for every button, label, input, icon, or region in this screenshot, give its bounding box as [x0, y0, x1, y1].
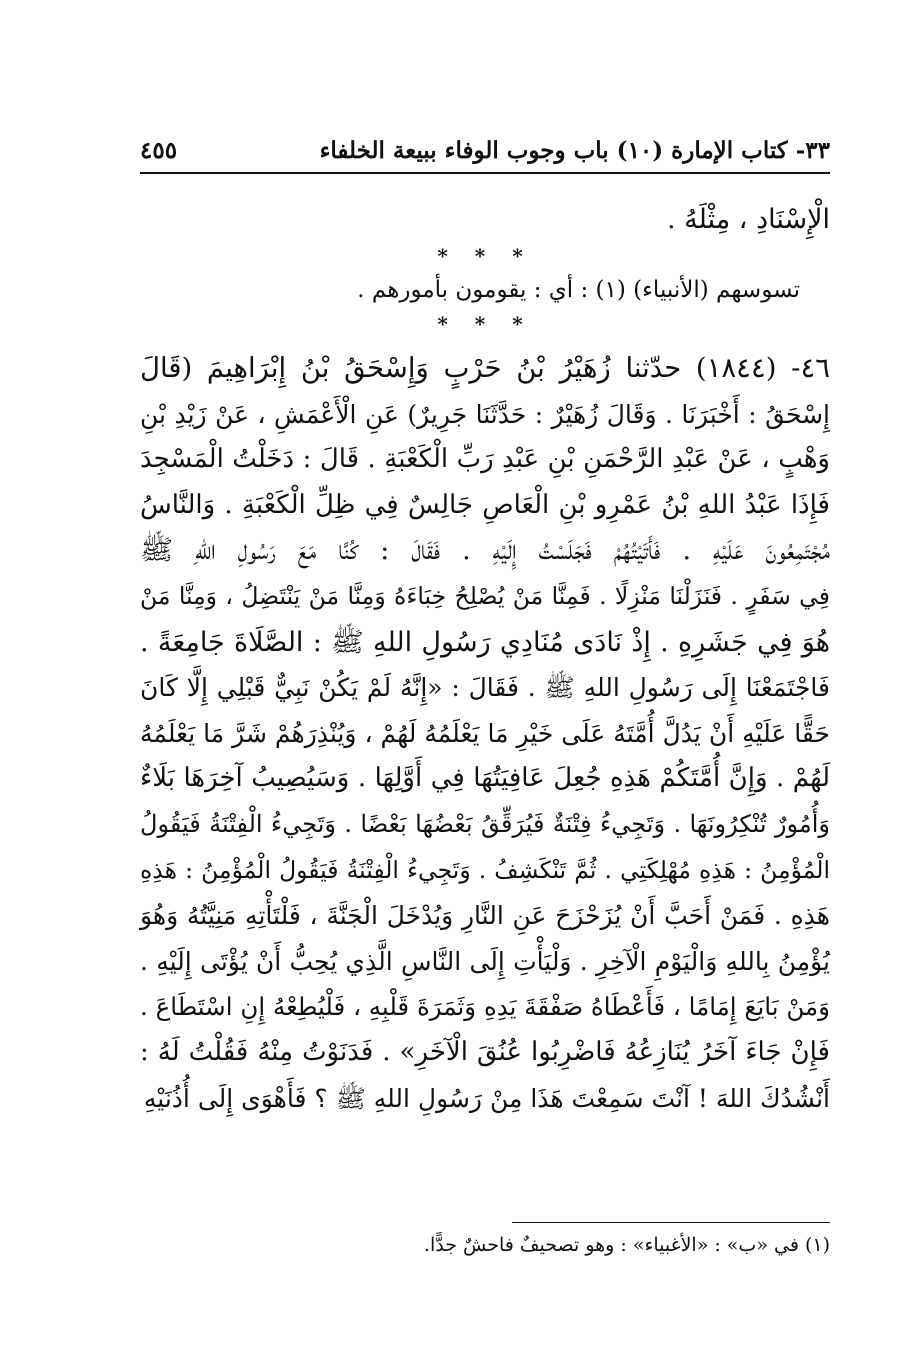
hadith-line: فَإِنْ جَاءَ آخَرُ يُنَازِعُهُ فَاضْرِبُوا عُنُقَ الْآخَرِ» . فَدَنَوْتُ مِنْهُ فَقُلْتُ لَهُ : — [140, 1036, 830, 1067]
gloss-note: تسوسهم (الأنبياء) (١) : أي : يقومون بأمورهم . — [357, 277, 800, 303]
hadith-line: أَنْشُدُكَ اللهَ ! آنْتَ سَمِعْتَ هَذَا مِنْ رَسُولِ اللهِ ﷺ ؟ فَأَهْوَى إِلَى أُذُنَيْهِ — [143, 1083, 830, 1113]
header-divider — [140, 172, 830, 174]
footnote: (١) في «ب» : «الأغبياء» : وهو تصحيفٌ فاحشٌ جدًّا. — [423, 1234, 830, 1256]
hadith-line: فِي سَفَرٍ . فَنَزَلْنَا مَنْزِلًا . فَمِنَّا مَنْ يُصْلِحُ خِبَاءَهُ وَمِنَّا مَنْ يَنْتَضِلُ ، وَمِنَّا مَنْ — [140, 581, 830, 610]
hadith-line: وَأُمُورٌ تُنْكِرُونَهَا . وَتَجِيءُ فِتْنَةٌ فَيُرَقِّقُ بَعْضُهَا بَعْضًا . وَتَجِيءُ الْفِتْنَةُ فَيَقُولُ — [140, 809, 830, 838]
hadith-line: وَهْبٍ ، عَنْ عَبْدِ الرَّحْمَنِ بْنِ عَبْدِ رَبِّ الْكَعْبَةِ . قَالَ : دَخَلْتُ الْمَسْجِدَ — [140, 444, 830, 475]
hadith-line: لَهُمْ . وَإِنَّ أُمَّتَكُمْ هَذِهِ جُعِلَ عَافِيَتُهَا فِي أَوَّلِهَا . وَسَيُصِيبُ آخِرَهَا بَلَاءٌ — [140, 763, 830, 794]
hadith-line: حَقًّا عَلَيْهِ أَنْ يَدُلَّ أُمَّتَهُ عَلَى خَيْرِ مَا يَعْلَمُهُ لَهُمْ ، وَيُنْذِرَهُمْ شَرَّ مَا يَعْلَمُهُ — [140, 718, 830, 748]
chapter-title: ٣٣- كتاب الإمارة (١٠) باب وجوب الوفاء ببيعة الخلفاء — [319, 136, 830, 164]
hadith-line: الْمُؤْمِنُ : هَذِهِ مُهْلِكَتِي . ثُمَّ تَنْكَشِفُ . وَتَجِيءُ الْفِتْنَةُ فَيَقُولُ الْمُؤْمِنُ : هَذِهِ — [140, 855, 830, 884]
separator-stars: * * * — [437, 312, 533, 336]
page-number: ٤٥٥ — [140, 136, 178, 164]
hadith-line: إِسْحَقُ : أَخْبَرَنَا . وَقَالَ زُهَيْرٌ : حَدَّثَنَا جَرِيرٌ) عَنِ الْأَعْمَشِ ، عَنْ زَيْدِ بْنِ — [140, 399, 830, 429]
hadith-line: وَمَنْ بَايَعَ إِمَامًا ، فَأَعْطَاهُ صَفْقَةَ يَدِهِ وَثَمَرَةَ قَلْبِهِ ، فَلْيُطِعْهُ إِنِ اسْتَطَاعَ . — [140, 992, 830, 1022]
running-header — [140, 128, 830, 172]
hadith-line: يُؤْمِنُ بِاللهِ وَالْيَوْمِ الْآخِرِ . وَلْيَأْتِ إِلَى النَّاسِ الَّذِي يُحِبُّ أَنْ يُؤْتَى إِلَيْهِ . — [140, 946, 830, 976]
hadith-text — [140, 346, 830, 1121]
hadith-line: هُوَ فِي جَشَرِهِ . إِذْ نَادَى مُنَادِي رَسُولِ اللهِ ﷺ : الصَّلَاةَ جَامِعَةً . — [140, 626, 830, 658]
hadith-line: ٤٦- (١٨٤٤) حدّثنا زُهَيْرُ بْنُ حَرْبٍ وَإِسْحَقُ بْنُ إِبْرَاهِيمَ (قَالَ — [140, 352, 830, 384]
hadith-line: فَإِذَا عَبْدُ اللهِ بْنُ عَمْرِو بْنِ الْعَاصِ جَالِسٌ فِي ظِلِّ الْكَعْبَةِ . وَالنَّاسُ — [140, 489, 830, 520]
opening-line: الْإِسْنَادِ ، مِثْلَهُ . — [667, 204, 830, 235]
separator-stars: * * * — [437, 244, 533, 268]
hadith-line: هَذِهِ . فَمَنْ أَحَبَّ أَنْ يُزَحْزَحَ عَنِ النَّارِ وَيُدْخَلَ الْجَنَّةَ ، فَلْتَأْتِهِ مَنِيَّتُهُ وَهُوَ — [140, 901, 830, 931]
hadith-line: فَاجْتَمَعْنَا إِلَى رَسُولِ اللهِ ﷺ . فَقَالَ : «إِنَّهُ لَمْ يَكُنْ نَبِيٌّ قَبْلِي إِلَّا كَانَ — [140, 673, 830, 703]
main-text — [140, 200, 830, 1121]
hadith-line: مُجْتَمِعُونَ عَلَيْهِ . فَأَتَيْتُهُمْ فَجَلَسْتُ إِلَيْهِ . فَقَالَ : كُنَّا مَعَ رَسُولِ اللهِ ﷺ — [140, 534, 830, 567]
footnote-divider — [512, 1222, 830, 1223]
